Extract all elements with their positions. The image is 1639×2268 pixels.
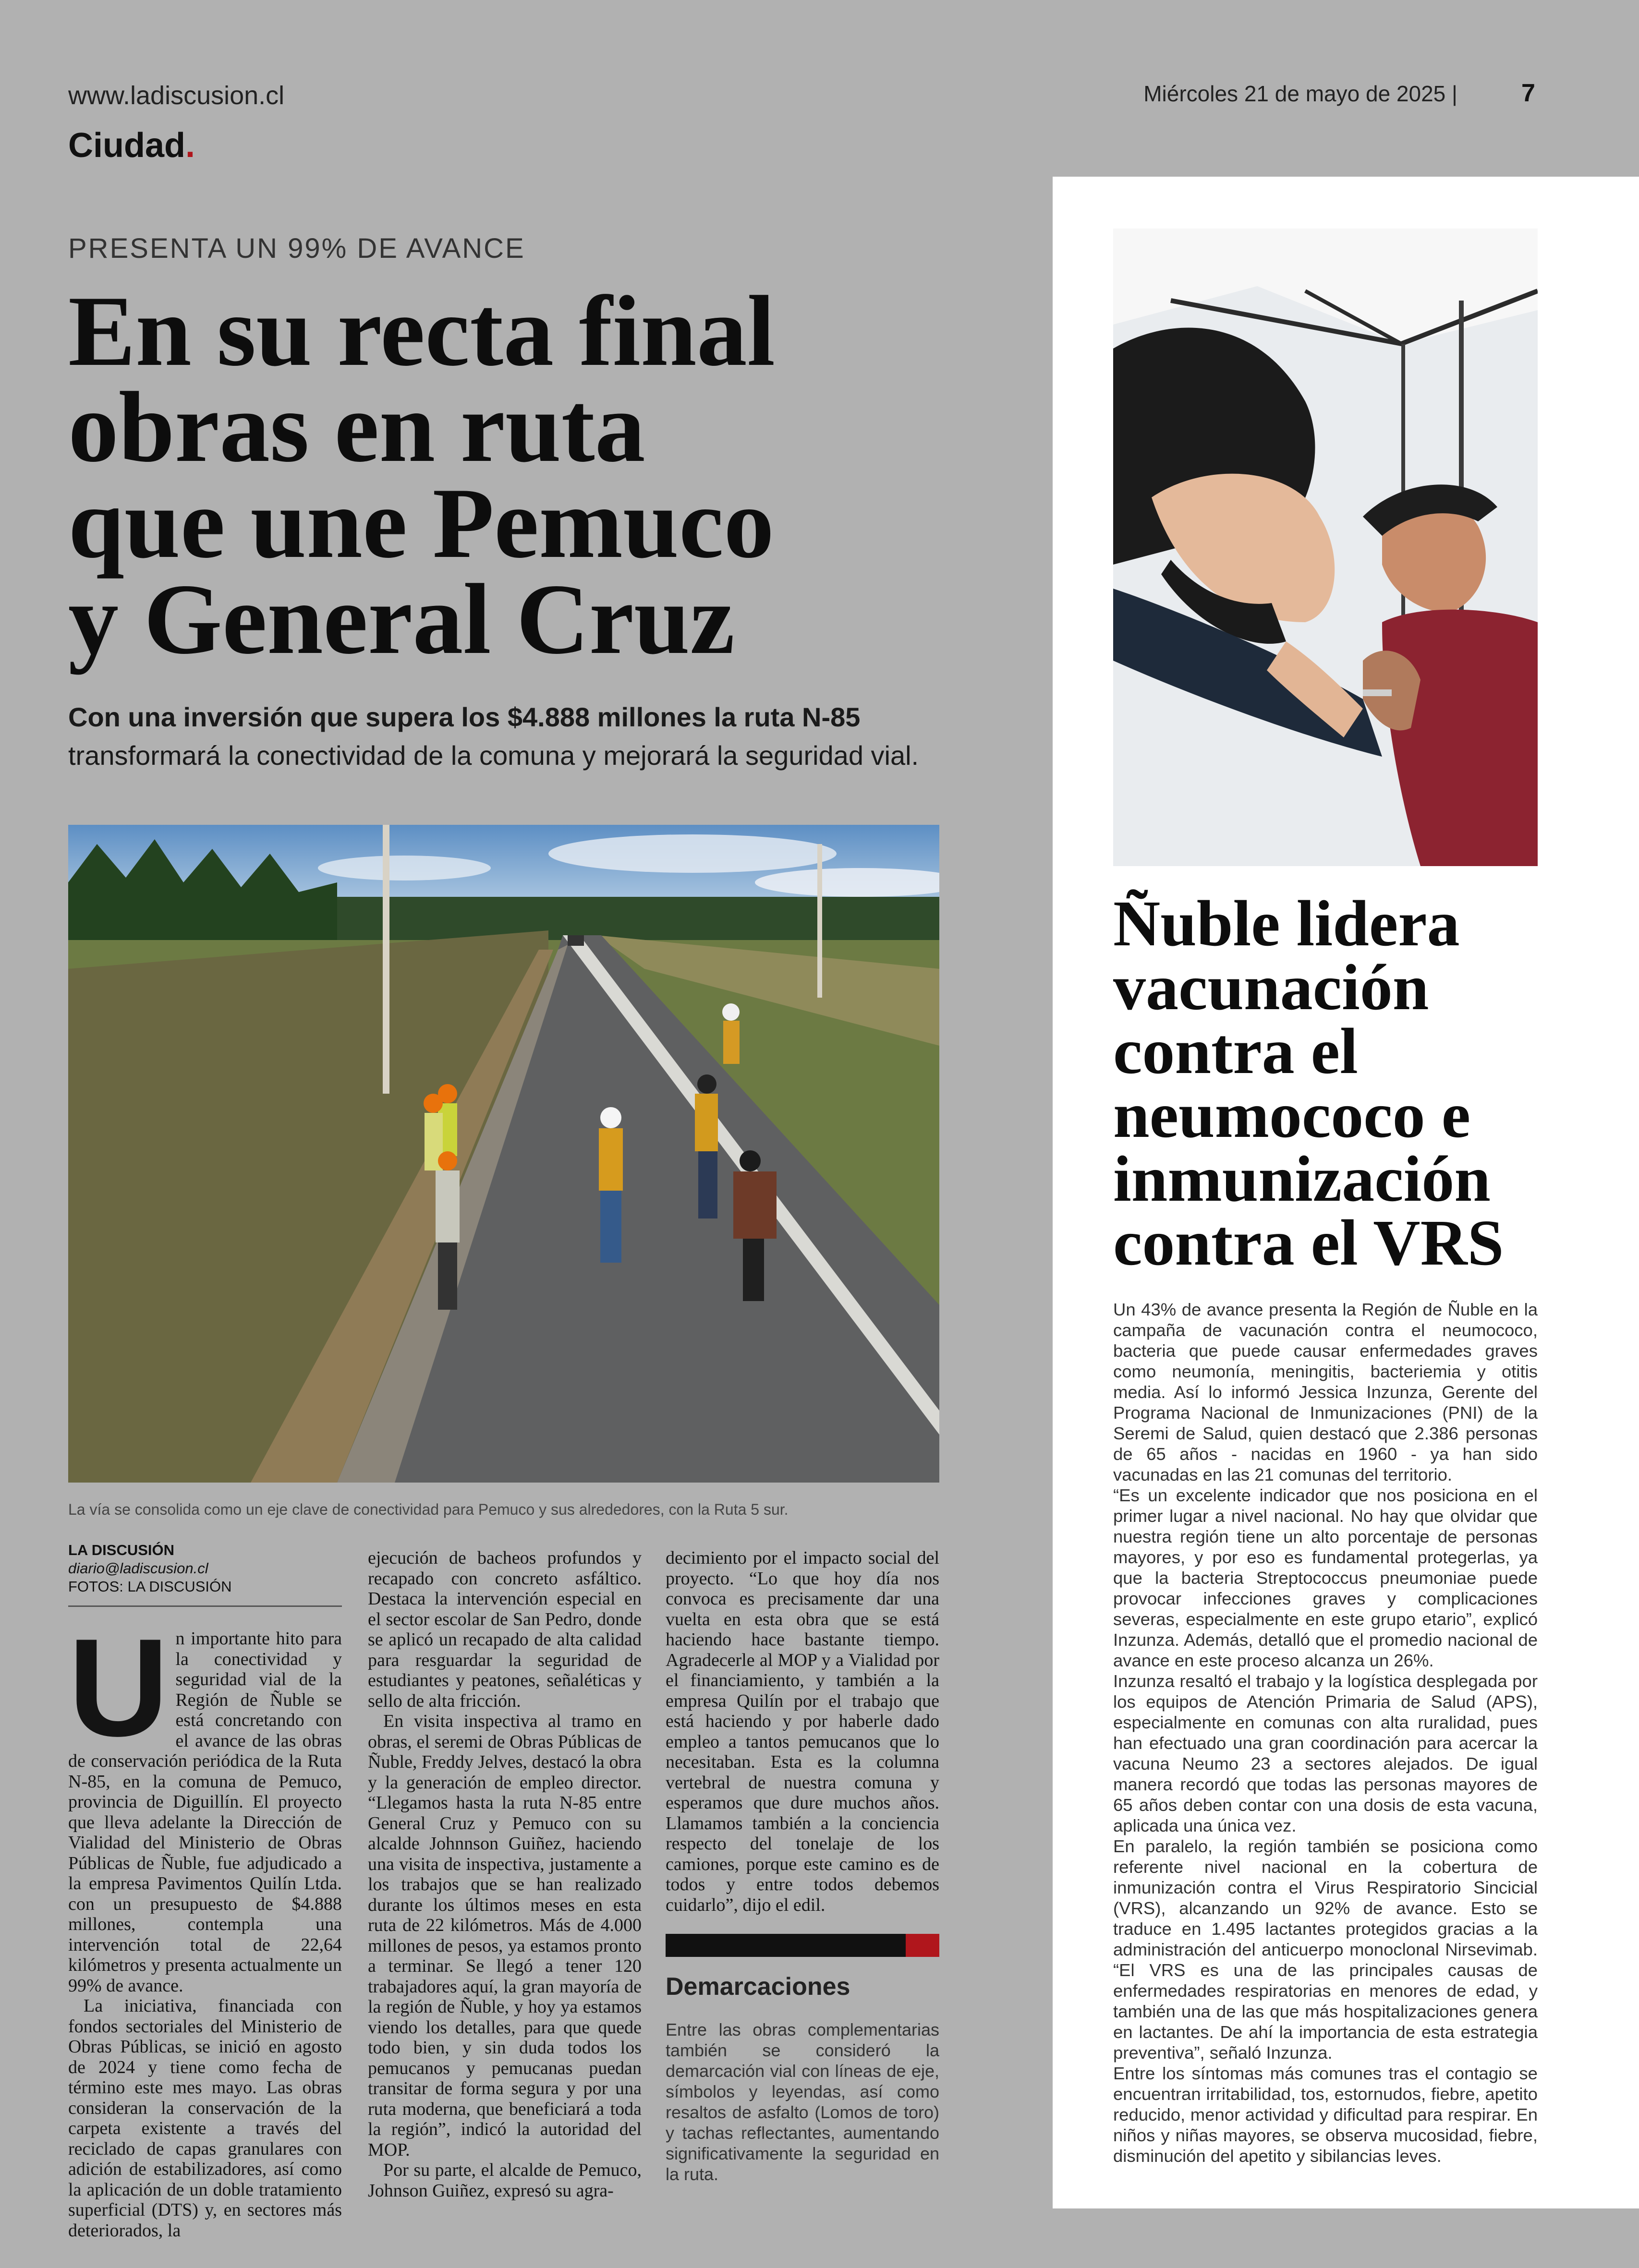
date-divider: | <box>1445 81 1457 106</box>
side-paragraph: Entre los síntomas más comunes tras el contagio se encuentran irritabilidad, tos, estornudos, fiebre, apetito reducido, menor actividad y dificultad para respirar. En niños y niñas mayores, se observa mucosidad, fiebre, disminución del apetito y sibilancias leves. <box>1113 2063 1538 2166</box>
article-paragraph: n importante hito para la conectividad y seguridad vial de la Región de Ñuble se está concretando con el avance de las obras de conservación periódica de la Ruta N-85, en la comuna de Pemuco, provincia de Diguillín. El proyecto que lleva adelante la Dirección de Vialidad del Ministerio de Obras Públicas de Ñuble, fue adjudicado a la empresa Pavimentos Quilín Ltda. con un presupuesto de $4.888 millones, contempla una intervención total de 22,64 kilómetros y presenta actualmente un 99% de avance. <box>68 1629 342 1996</box>
article-paragraph: decimiento por el impacto social del proyecto. “Lo que hoy día nos convoca es precisamente dar una vuelta en esta obra que se está haciendo hace bastante tiempo. Agradecerle al MOP y a Vialidad por el financiamiento, y también a la empresa Quilín por el trabajo que está haciendo y por haberle dado empleo a tantos pemucanos que lo necesitaban. Esta es la columna vertebral de nuestra comuna y esperamos que dure muchos años. Llamamos también a la conciencia respecto del tonelaje de los camiones, porque este camino es de todos y entre todos debemos cuidarlo”, dijo el edil. <box>666 1548 939 1915</box>
subhead-bold: Con una inversión que supera los $4.888 millones la ruta N-85 <box>68 702 861 732</box>
side-article-body <box>1113 1299 1538 2166</box>
side-headline-line: contra el VRS <box>1113 1207 1504 1279</box>
vaccination-photo <box>1113 229 1538 866</box>
article-paragraph: ejecución de bacheos profundos y recapado con concreto asfáltico. Destaca la intervención especial en el sector escolar de San Pedro, donde se aplicó un recapado de alta calidad para resguardar la seguridad de estudiantes y peatones, señaléticas y sello de alta fricción. <box>368 1548 642 1711</box>
article-subhead <box>68 698 981 775</box>
byline-divider <box>68 1605 342 1607</box>
side-article-headline <box>1113 888 1569 1279</box>
road-works-illustration <box>68 825 939 1483</box>
section-dot: . <box>185 126 195 165</box>
subsection-bar <box>666 1934 939 1957</box>
byline-photos: FOTOS: LA DISCUSIÓN <box>68 1578 232 1595</box>
byline <box>68 1541 342 1596</box>
article-kicker: PRESENTA UN 99% DE AVANCE <box>68 233 525 264</box>
date-text: Miércoles 21 de mayo de 2025 <box>1143 81 1446 106</box>
photo-caption: La vía se consolida como un eje clave de conectividad para Pemuco y sus alrededores, con la Ruta 5 sur. <box>68 1501 789 1518</box>
headline-line: que une Pemuco <box>68 468 774 579</box>
side-headline-line: contra el <box>1113 1015 1358 1087</box>
side-headline-line: vacunación <box>1113 952 1429 1024</box>
section-name: Ciudad <box>68 126 185 165</box>
side-paragraph: Un 43% de avance presenta la Región de Ñuble en la campaña de vacunación contra el neumococo, bacteria que puede causar enfermedades graves como neumonía, meningitis, bacteriemia y otitis media. Así lo informó Jessica Inzunza, Gerente del Programa Nacional de Inmunizaciones (PNI) de la Seremi de Salud, quien destacó que 2.386 personas de 65 años - nacidas en 1960 - ya han sido vacunadas en las 21 comunas del territorio. <box>1113 1300 1538 1484</box>
issue-date <box>1143 81 1457 107</box>
subsection-bar-red <box>906 1934 939 1957</box>
article-paragraph: Por su parte, el alcalde de Pemuco, Johnson Guiñez, expresó su agra- <box>368 2160 642 2201</box>
subsection-text: Entre las obras complementarias también se consideró la demarcación vial con líneas de eje, símbolos y leyendas, así como resaltos de asfalto (Lomos de toro) y tachas reflectantes, aumentando significativamente la seguridad en la ruta. <box>666 2020 939 2184</box>
side-headline-line: Ñuble lidera <box>1113 888 1460 960</box>
side-headline-line: inmunización <box>1113 1143 1491 1215</box>
byline-email[interactable]: diario@ladiscusion.cl <box>68 1560 208 1577</box>
subsection-title: Demarcaciones <box>666 1973 850 2001</box>
headline-line: obras en ruta <box>68 372 645 483</box>
article-headline <box>68 276 990 675</box>
headline-line: y General Cruz <box>68 564 735 675</box>
article-column-2 <box>368 1548 642 2201</box>
article-column-1 <box>68 1610 342 2241</box>
road-works-photo <box>68 825 939 1483</box>
side-paragraph: Inzunza resaltó el trabajo y la logística desplegada por los equipos de Atención Primaria de Salud (APS), especialmente en comunas con alta ruralidad, pues han efectuado una gran coordinación para acercar la vacuna Neumo 23 a sectores alejados. De igual manera recordó que todas las personas mayores de 65 años deben contar con una dosis de esta vacuna, aplicada una única vez. <box>1113 1671 1538 1835</box>
article-column-3 <box>666 1548 939 1915</box>
headline-line: En su recta final <box>68 276 776 387</box>
page-number: 7 <box>1521 79 1535 107</box>
side-paragraph: En paralelo, la región también se posiciona como referente nivel nacional en la cobertura de inmunización contra el Virus Respiratorio Sincicial (VRS), alcanzando un 92% de avance. Esto se traduce en 1.495 lactantes protegidos gracias a la administración del anticuerpo monoclonal Nirsevimab. “El VRS es una de las principales causas de enfermedades respiratorias en menores de edad, y también una de las que más hospitalizaciones genera en lactantes. De ahí la importancia de esta estrategia preventiva”, señaló Inzunza. <box>1113 1836 1538 2063</box>
site-url[interactable]: www.ladiscusion.cl <box>68 81 285 110</box>
byline-outlet: LA DISCUSIÓN <box>68 1542 175 1558</box>
dropcap: U <box>68 1610 169 1765</box>
article-paragraph: En visita inspectiva al tramo en obras, el seremi de Obras Públicas de Ñuble, Freddy Jelves, destacó la obra y la generación de empleo director. “Llegamos hasta la ruta N-85 entre General Cruz y Pemuco con su alcalde Johnnson Guiñez, haciendo una visita de inspectiva, justamente a los trabajos que se han realizado durante los últimos meses en esta ruta de 22 kilómetros. Más de 4.000 millones de pesos, ya estamos pronto a terminar. Se llegó a tener 120 trabajadores aquí, la gran mayoría de la región de Ñuble, y hoy ya estamos viendo los detalles, para que quede todo bien, y sin duda todos los pemucanos y pemucanas puedan transitar de forma segura y por una ruta moderna, que beneficiará a toda la región”, indicó la autoridad del MOP. <box>368 1711 642 2160</box>
section-label <box>68 126 195 165</box>
side-headline-line: neumococo e <box>1113 1079 1471 1151</box>
article-paragraph: La iniciativa, financiada con fondos sectoriales del Ministerio de Obras Públicas, se inició en agosto de 2024 y tiene como fecha de término este mes mayo. Las obras consideran la conservación de la carpeta existente a través del reciclado de capas granulares con adición de estabilizadores, así como la aplicación de un doble tratamiento superficial (DTS) y, en sectores más deteriorados, la <box>68 1996 342 2241</box>
side-paragraph: “Es un excelente indicador que nos posiciona en el primer lugar a nivel nacional. No hay que olvidar que nuestra región tiene un alto porcentaje de personas mayores, y por eso es fundamental protegerlas, ya que la bacteria Streptococcus pneumoniae puede provocar infecciones graves y complicaciones severas, especialmente en este grupo etario”, explicó Inzunza. Además, detalló que el promedio nacional de avance en este proceso alcanza un 26%. <box>1113 1485 1538 1670</box>
subsection-bar-black <box>666 1934 906 1957</box>
vaccination-illustration <box>1113 229 1538 866</box>
subhead-rest: transformará la conectividad de la comuna y mejorará la seguridad vial. <box>68 740 919 771</box>
